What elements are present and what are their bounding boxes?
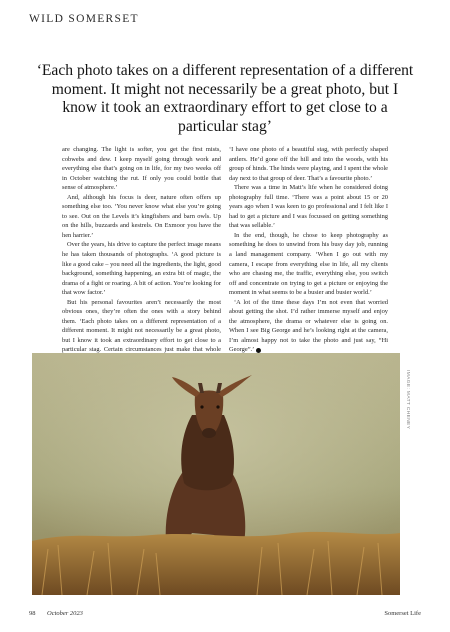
body-column-right — [229, 145, 388, 354]
section-title: WILD SOMERSET — [29, 13, 139, 25]
page-footer — [29, 610, 421, 622]
paragraph-text: ‘A lot of the time these days I’m not even that worried about getting the shot. I’d rather immerse myself and enjoy the atmosphere, the drama or whatever else is going on. When I see Big George and he’s looking right at the camera, I’m almost happy not to take the photo and just say, “Hi George”.’ — [229, 298, 388, 354]
stag-illustration — [32, 353, 400, 595]
pull-quote: ‘Each photo takes on a different representation of a different moment. It might not necessarily be a great photo, but I know it took an extraordinary effort to get close to a particular stag’ — [36, 62, 414, 135]
paragraph: Over the years, his drive to capture the perfect image means he has taken thousands of photographs. ‘A good picture is like a good cake – you need all the ingredients, the light, good background, something happening, an extra bit of magic, the drama of a fight or roaring. A bit of action. You’re looking for that wow factor.’ — [62, 241, 222, 297]
end-mark-icon — [256, 348, 261, 353]
paragraph: ‘I have one photo of a beautiful stag, with perfectly shaped antlers. He’d gone off the hill and into the woods, with his group of hinds. The hinds were playing, and I spent the whole day next to that group of deer. That’s a favourite photo.’ — [229, 146, 388, 182]
issue-date: October 2023 — [47, 610, 83, 617]
paragraph: In the end, though, he chose to keep photography as something he does to unwind from his busy day job, running a land management company. ‘When I go out with my camera, I escape from everything else in life, all my clients who are chasing me, the traffic, everything else, you switch off and concentrate on trying to get a picture or enjoying the moment in what seems to be a busier and busier world.’ — [229, 231, 388, 297]
body-column-left — [62, 145, 222, 354]
stag-photo — [32, 353, 400, 595]
paragraph: And, although his focus is deer, nature often offers up something else too. ‘You never know what else you’re going to see. Out on the Levels it’s kingfishers and barn owls. Up on the hills, buzzards and kestrels. On Exmoor you have the hen harrier.’ — [62, 193, 221, 239]
paragraph: There was a time in Matt’s life when he considered doing photography full time. ‘There was a point about 15 or 20 years ago when I was keen to go professional and I felt like I had to get a picture and I was focussed on getting something that was sellable.’ — [229, 184, 388, 230]
page-number: 98 — [29, 610, 36, 617]
photo-credit: IMAGE: MATT CHENEY — [405, 370, 410, 430]
paragraph: But his personal favourites aren’t necessarily the most obvious ones, they’re often the ones with a story behind them. ‘Each photo takes on a different representation of a different moment. It might not necessarily be a great photo, but I know it took an extraordinary effort to get close to a particular stag. Certain circumstances just make that whole — [62, 298, 221, 354]
magazine-name: Somerset Life — [384, 610, 421, 617]
paragraph-last — [229, 298, 388, 355]
article-body — [62, 145, 388, 354]
paragraph: are changing. The light is softer, you get the first mists, cobwebs and dew. I keep myself going through work and everything else that’s going on in life, for my two weeks off in October watching the rut. If only you could bottle that sense of atmosphere.’ — [62, 146, 221, 192]
